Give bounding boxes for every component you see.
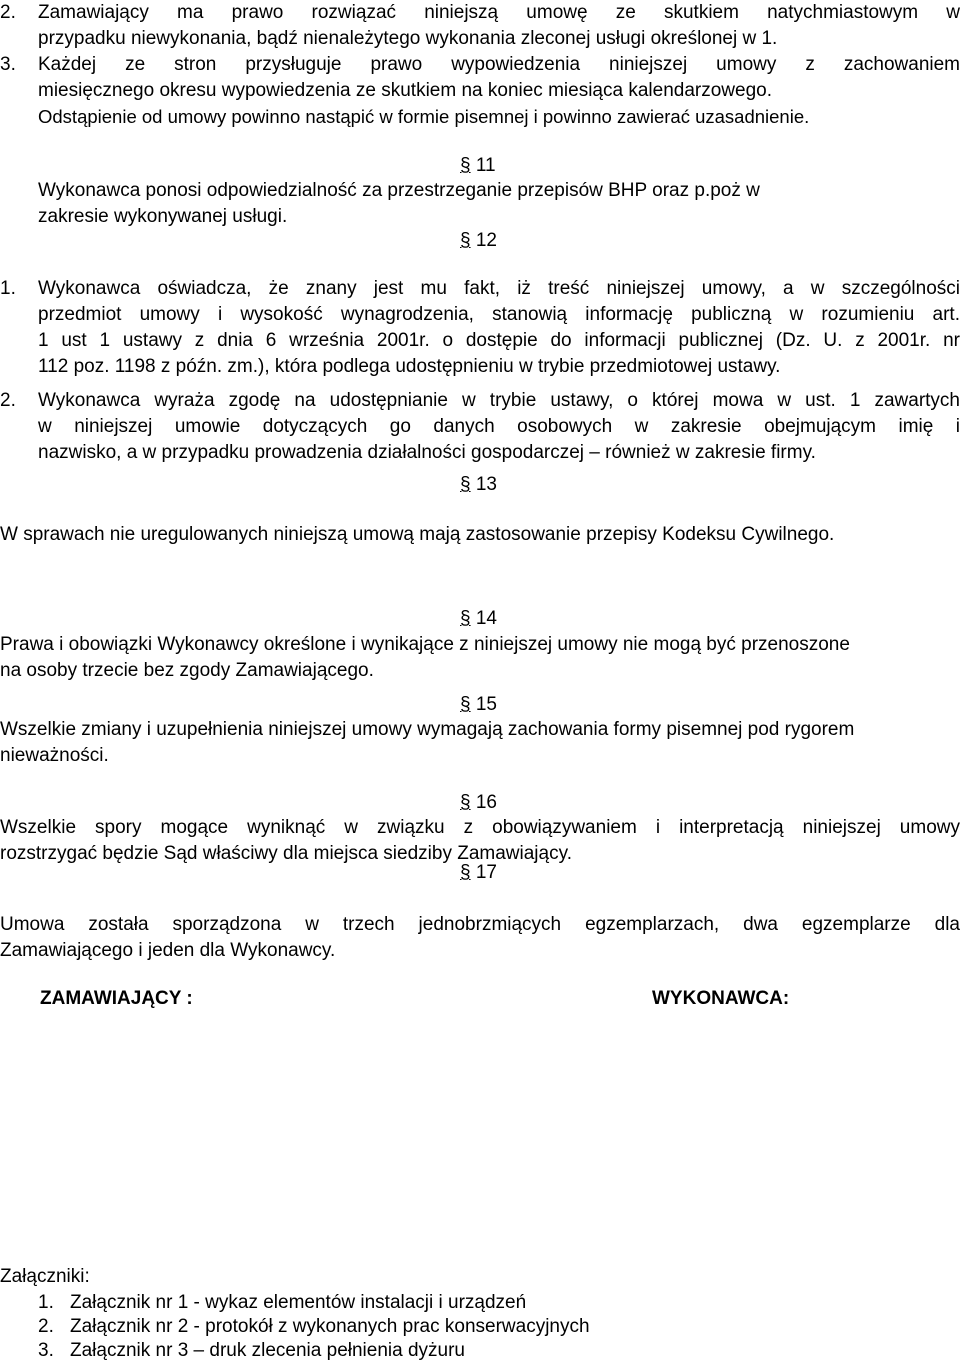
section-13-line-1: W sprawach nie uregulowanych niniejszą umową mają zastosowanie przepisy Kodeksu Cywilnego.	[0, 524, 835, 545]
section-14-line-2: na osoby trzecie bez zgody Zamawiającego.	[0, 660, 374, 681]
section-number: 13	[475, 474, 497, 495]
point-1-number: 1.	[0, 278, 16, 299]
section-16-heading	[460, 790, 497, 816]
item-3-number: 3.	[0, 54, 16, 75]
section-14-heading	[460, 606, 497, 632]
section-13-body	[0, 522, 960, 548]
attachment-item	[0, 1314, 960, 1338]
section-number: 17	[475, 862, 497, 883]
attachment-text: Załącznik nr 3 – druk zlecenia pełnienia dyżuru	[70, 1340, 465, 1361]
section-15-line-1: Wszelkie zmiany i uzupełnienia niniejszej umowy wymagają zachowania formy pisemnej pod rygorem	[0, 719, 855, 740]
attachment-text: Załącznik nr 2 - protokół z wykonanych prac konserwacyjnych	[70, 1316, 590, 1337]
section-11-heading	[460, 153, 496, 179]
section-number: 12	[475, 230, 497, 251]
item-2-line-2: przypadku niewykonania, bądź nienależytego wykonania zleconej usługi określonej w 1.	[38, 28, 778, 49]
point-1-line-4: 112 poz. 1198 z późn. zm.), która podlega udostępnieniu w trybie przedmiotowej ustawy.	[38, 356, 781, 377]
signature-wykonawca: WYKONAWCA:	[652, 988, 790, 1009]
section-sign: §	[460, 792, 471, 813]
section-12-heading	[460, 228, 497, 254]
attachment-number: 2.	[38, 1316, 54, 1337]
section-sign: §	[460, 155, 471, 176]
point-2-line-1: Wykonawca wyraża zgodę na udostępnianie w trybie ustawy, o której mowa w ust. 1 zawartych	[38, 390, 960, 411]
attachment-text: Załącznik nr 1 - wykaz elementów instalacji i urządzeń	[70, 1292, 527, 1313]
section-15-heading	[460, 692, 497, 718]
section-15-body	[0, 717, 960, 769]
point-2-line-3: nazwisko, a w przypadku prowadzenia działalności gospodarczej – również w zakresie firmy.	[38, 442, 816, 463]
section-13-heading	[460, 472, 497, 498]
attachment-number: 3.	[38, 1340, 54, 1361]
section-11-line-2: zakresie wykonywanej usługi.	[38, 206, 288, 227]
attachment-number: 1.	[38, 1292, 54, 1313]
item-2-line-1: Zamawiający ma prawo rozwiązać niniejszą umowę ze skutkiem natychmiastowym w	[38, 2, 960, 23]
point-2-line-2: w niniejszej umowie dotyczących go danych osobowych w zakresie obejmującym imię i	[38, 416, 960, 437]
section-16-line-1: Wszelkie spory mogące wyniknąć w związku z obowiązywaniem i interpretacją niniejszej umowy	[0, 817, 960, 838]
section-sign: §	[460, 608, 471, 629]
section-17-line-1: Umowa została sporządzona w trzech jednobrzmiących egzemplarzach, dwa egzemplarze dla	[0, 914, 960, 935]
section-16-line-2: rozstrzygać będzie Sąd właściwy dla miejsca siedziby Zamawiający.	[0, 843, 572, 864]
section-sign: §	[460, 862, 471, 883]
point-1-line-3: 1 ust 1 ustawy z dnia 6 września 2001r. o dostępie do informacji publicznej (Dz. U. z 2001r. nr	[38, 330, 960, 351]
item-3-line-1: Każdej ze stron przysługuje prawo wypowiedzenia niniejszej umowy z zachowaniem	[38, 54, 960, 75]
item-3-line-3: Odstąpienie od umowy powinno nastąpić w formie pisemnej i powinno zawierać uzasadnienie.	[38, 106, 810, 127]
section-15-line-2: nieważności.	[0, 745, 109, 766]
section-number: 11	[475, 155, 496, 176]
section-17-body	[0, 912, 960, 964]
section-14-body	[0, 632, 960, 684]
point-1-line-2: przedmiot umowy i wysokość wynagrodzenia, stanowią informację publiczną w rozumieniu art.	[38, 304, 960, 325]
item-3-line-2: miesięcznego okresu wypowiedzenia ze skutkiem na koniec miesiąca kalendarzowego.	[38, 80, 772, 101]
section-number: 14	[475, 608, 497, 629]
attachment-item	[0, 1338, 960, 1362]
section-sign: §	[460, 474, 471, 495]
signature-zamawiajacy: ZAMAWIAJĄCY :	[40, 988, 193, 1009]
section-14-line-1: Prawa i obowiązki Wykonawcy określone i wynikające z niniejszej umowy nie mogą być przenoszone	[0, 634, 850, 655]
section-number: 16	[475, 792, 497, 813]
item-2-number: 2.	[0, 2, 16, 23]
section-11-line-1: Wykonawca ponosi odpowiedzialność za przestrzeganie przepisów BHP oraz p.poż w	[38, 180, 760, 201]
point-1-line-1: Wykonawca oświadcza, że znany jest mu fakt, iż treść niniejszej umowy, a w szczególności	[38, 278, 960, 299]
attachment-item	[0, 1290, 960, 1314]
section-17-line-2: Zamawiającego i jeden dla Wykonawcy.	[0, 940, 336, 961]
attachments	[0, 1264, 960, 1362]
section-sign: §	[460, 230, 471, 251]
attachments-title: Załączniki:	[0, 1266, 90, 1287]
point-2-number: 2.	[0, 390, 16, 411]
section-number: 15	[475, 694, 497, 715]
section-sign: §	[460, 694, 471, 715]
section-17-heading	[460, 860, 497, 886]
